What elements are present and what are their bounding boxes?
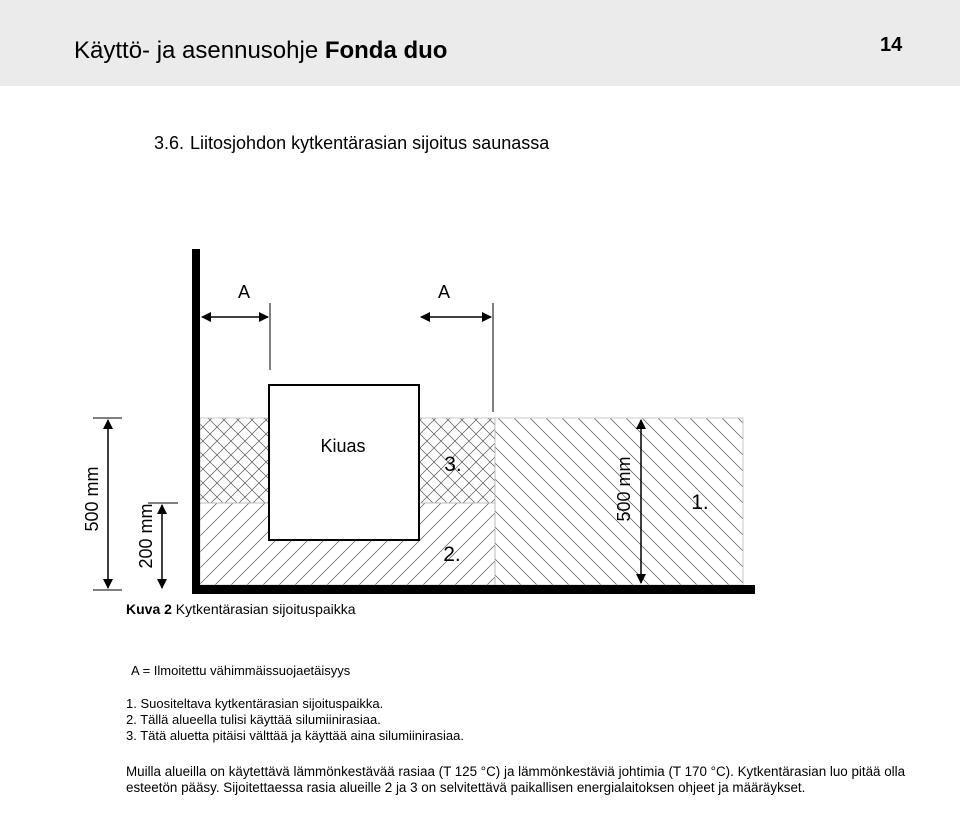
wall bbox=[192, 249, 200, 594]
dim-500-right-label: 500 mm bbox=[614, 456, 634, 522]
list-item: 3. Tätä aluetta pitäisi välttää ja käyttää aina silumiinirasiaa. bbox=[126, 728, 464, 743]
distance-a-right-label: A bbox=[437, 282, 451, 302]
section-number: 3.6. bbox=[154, 133, 185, 153]
floor bbox=[192, 585, 755, 594]
zone-1-label: 1. bbox=[691, 491, 709, 514]
page-number: 14 bbox=[880, 34, 903, 56]
distance-a-left-label: A bbox=[237, 282, 251, 302]
zone-3-label: 3. bbox=[444, 453, 462, 476]
zone-list bbox=[126, 696, 464, 744]
section-title: Liitosjohdon kytkentärasian sijoitus saunassa bbox=[190, 133, 550, 153]
stove-box bbox=[269, 385, 419, 540]
dim-500-left-label: 500 mm bbox=[82, 466, 102, 532]
note-paragraph: Muilla alueilla on käytettävä lämmönkestävää rasiaa (T 125 °C) ja lämmönkestäviä johtimia (T 170 °C). Kytkentärasian luo pitää olla esteetön pääsy. Sijoitettaessa rasia alueille 2 ja 3 on selvitettävä paikallisen energialaitoksen ohjeet ja määräykset. bbox=[126, 764, 906, 795]
stove-label: Kiuas bbox=[320, 436, 366, 456]
list-item: 1. Suositeltava kytkentärasian sijoituspaikka. bbox=[126, 696, 384, 711]
document-title-prefix: Käyttö- ja asennusohje bbox=[74, 37, 325, 64]
zone-2-label: 2. bbox=[443, 543, 461, 566]
list-item: 2. Tällä alueella tulisi käyttää silumiinirasiaa. bbox=[126, 712, 381, 727]
product-name: Fonda duo bbox=[324, 37, 448, 64]
figure-caption-text: Kytkentärasian sijoituspaikka bbox=[171, 601, 356, 617]
figure-caption bbox=[126, 601, 356, 617]
figure-caption-number: Kuva 2 bbox=[126, 601, 172, 617]
dim-200-label: 200 mm bbox=[136, 503, 156, 569]
legend-a: A = Ilmoitettu vähimmäissuojaetäisyys bbox=[131, 663, 351, 678]
